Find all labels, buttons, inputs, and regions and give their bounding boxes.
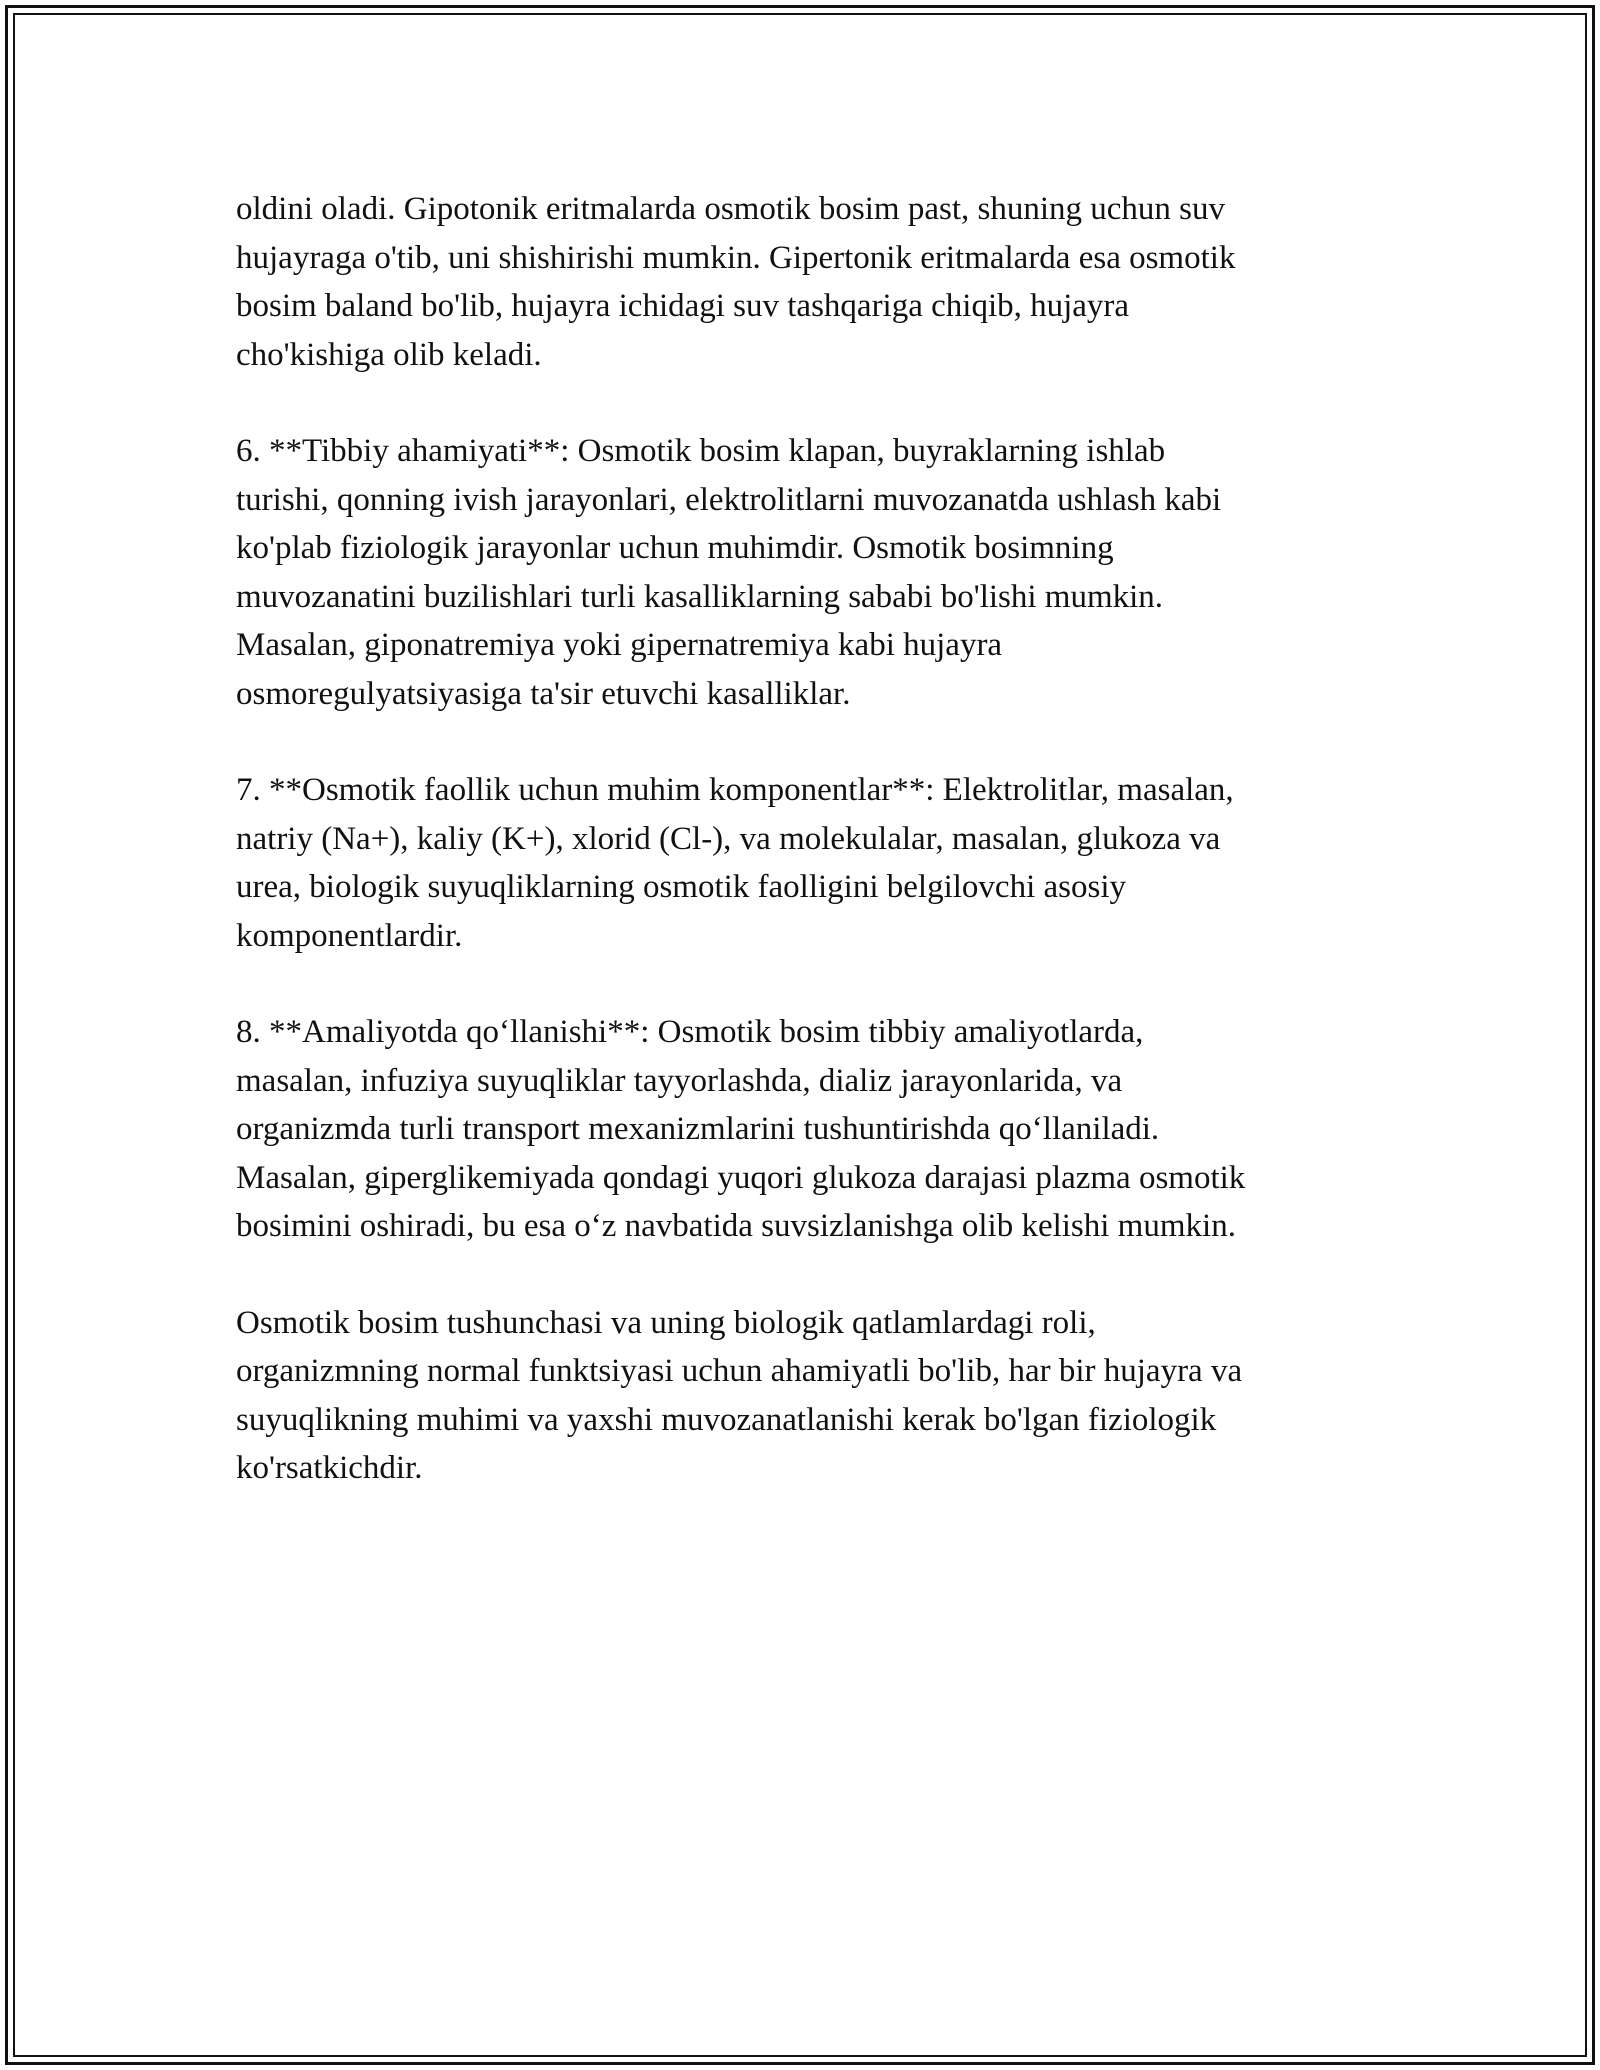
text-line: suyuqlikning muhimi va yaxshi muvozanatlanishi kerak bo'lgan fiziologik [236,1401,1217,1438]
text-line: hujayraga o'tib, uni shishirishi mumkin. Gipertonik eritmalarda esa osmotik [236,239,1236,276]
text-line: bosimini oshiradi, bu esa o‘z navbatida suvsizlanishga olib kelishi mumkin. [236,1208,1236,1244]
text-line: natriy (Na+), kaliy (K+), xlorid (Cl-), va molekulalar, masalan, glukoza va [236,820,1221,857]
paragraph-osmotic-components [236,766,1376,960]
paragraph-practical-application [236,1008,1376,1251]
text-line: Masalan, giperglikemiyada qondagi yuqori glukoza darajasi plazma osmotik [236,1159,1246,1196]
text-line: 8. **Amaliyotda qo‘llanishi**: Osmotik bosim tibbiy amaliyotlarda, [236,1014,1144,1050]
text-line: cho'kishiga olib keladi. [236,336,542,373]
text-line: komponentlardir. [236,917,463,954]
text-line: bosim baland bo'lib, hujayra ichidagi suv tashqariga chiqib, hujayra [236,288,1130,324]
paragraph-medical-significance [236,427,1376,718]
text-line: organizmda turli transport mexanizmlarini tushuntirishda qo‘llaniladi. [236,1111,1160,1147]
text-line: osmoregulyatsiyasiga ta'sir etuvchi kasalliklar. [236,675,851,712]
text-line: 7. **Osmotik faollik uchun muhim komponentlar**: Elektrolitlar, masalan, [236,772,1234,808]
text-line: Osmotik bosim tushunchasi va uning biologik qatlamlardagi roli, [236,1304,1096,1341]
text-line: turishi, qonning ivish jarayonlari, elektrolitlarni muvozanatda ushlash kabi [236,481,1222,518]
document-body [236,185,1376,1541]
text-line: urea, biologik suyuqliklarning osmotik faolligini belgilovchi asosiy [236,869,1126,905]
text-line: organizmning normal funktsiyasi uchun ahamiyatli bo'lib, har bir hujayra va [236,1353,1243,1389]
text-line: muvozanatini buzilishlari turli kasalliklarning sababi bo'lishi mumkin. [236,578,1164,615]
paragraph-conclusion [236,1299,1376,1493]
paragraph-osmotic-solutions [236,185,1376,379]
text-line: masalan, infuziya suyuqliklar tayyorlashda, dializ jarayonlarida, va [236,1062,1123,1099]
text-line: Masalan, giponatremiya yoki gipernatremiya kabi hujayra [236,627,1003,663]
text-line: ko'plab fiziologik jarayonlar uchun muhimdir. Osmotik bosimning [236,530,1114,566]
text-line: ko'rsatkichdir. [236,1450,423,1486]
text-line: 6. **Tibbiy ahamiyati**: Osmotik bosim klapan, buyraklarning ishlab [236,433,1166,469]
text-line: oldini oladi. Gipotonik eritmalarda osmotik bosim past, shuning uchun suv [236,191,1226,227]
